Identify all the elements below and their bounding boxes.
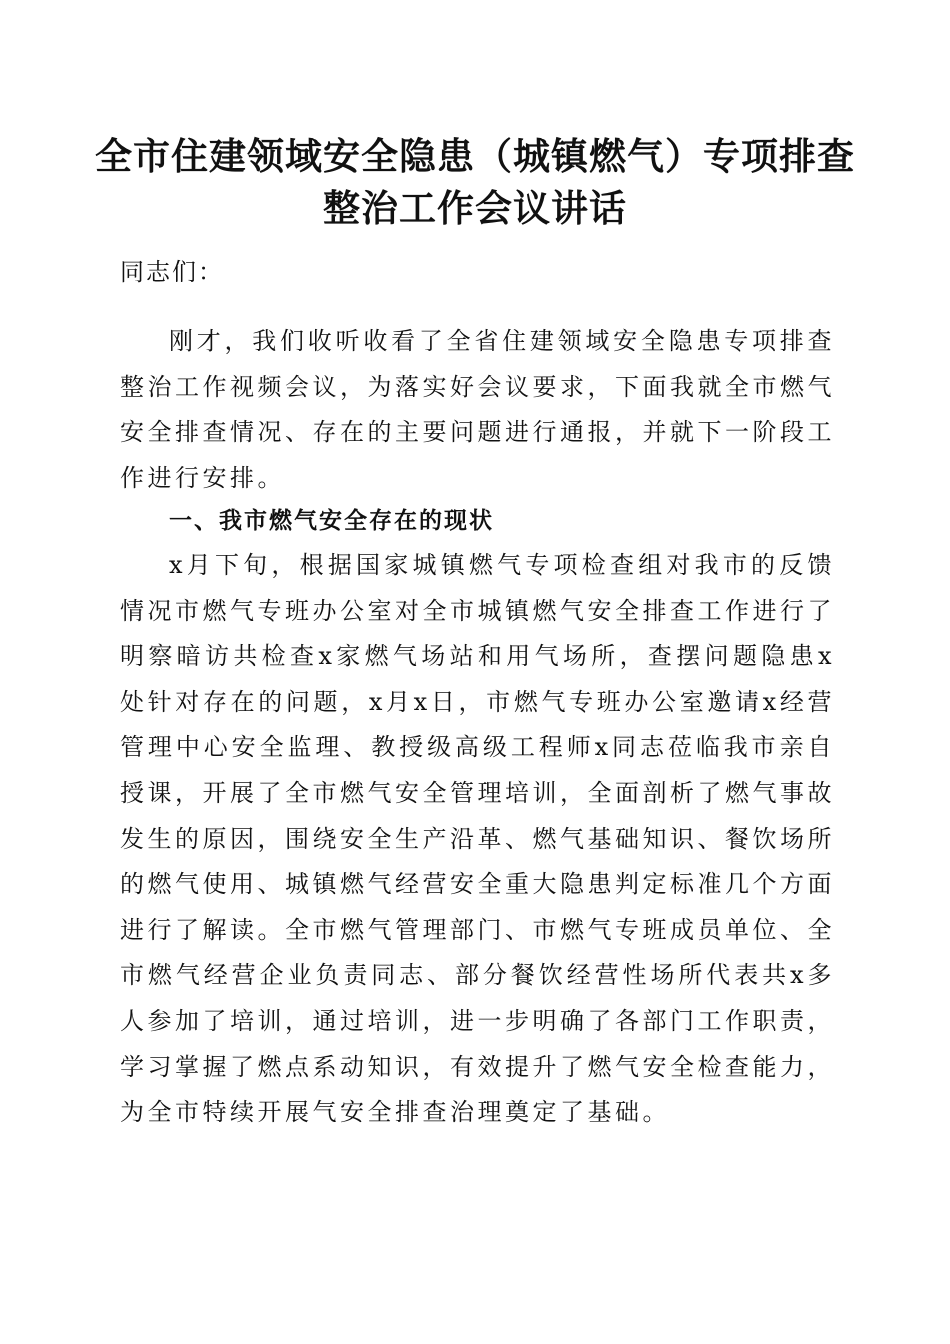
- paragraph-2: x月下旬，根据国家城镇燃气专项检查组对我市的反馈情况市燃气专班办公室对全市城镇燃气安全排查工作进行了明察暗访共检查x家燃气场站和用气场所，查摆问题隐患x处针对存在的问题，x月x日，市燃气专班办公室邀请x经营管理中心安全监理、教授级高级工程师x同志莅临我市亲自授课，开展了全市燃气安全管理培训，全面剖析了燃气事故发生的原因，围绕安全生产沿革、燃气基础知识、餐饮场所的燃气使用、城镇燃气经营安全重大隐患判定标准几个方面进行了解读。全市燃气管理部门、市燃气专班成员单位、全市燃气经营企业负责同志、部分餐饮经营性场所代表共x多人参加了培训，通过培训，进一步明确了各部门工作职责，学习掌握了燃点系动知识，有效提升了燃气安全检查能力，为全市特续开展气安全排查治理奠定了基础。: [120, 551, 835, 1127]
- paragraph-1-block: [120, 319, 835, 501]
- paragraph-2-block: [120, 543, 835, 1136]
- salutation: 同志们：: [120, 258, 224, 286]
- document-title-line-2: 整治工作会议讲话: [323, 187, 627, 230]
- paragraph-1: 刚才，我们收听收看了全省住建领域安全隐患专项排查整治工作视频会议，为落实好会议要求，下面我就全市燃气安全排查情况、存在的主要问题进行通报，并就下一阶段工作进行安排。: [120, 327, 835, 492]
- section-1-heading: 一、我市燃气安全存在的现状: [169, 508, 494, 534]
- document-title-line-1: 全市住建领域安全隐患（城镇燃气）专项排查: [95, 135, 855, 178]
